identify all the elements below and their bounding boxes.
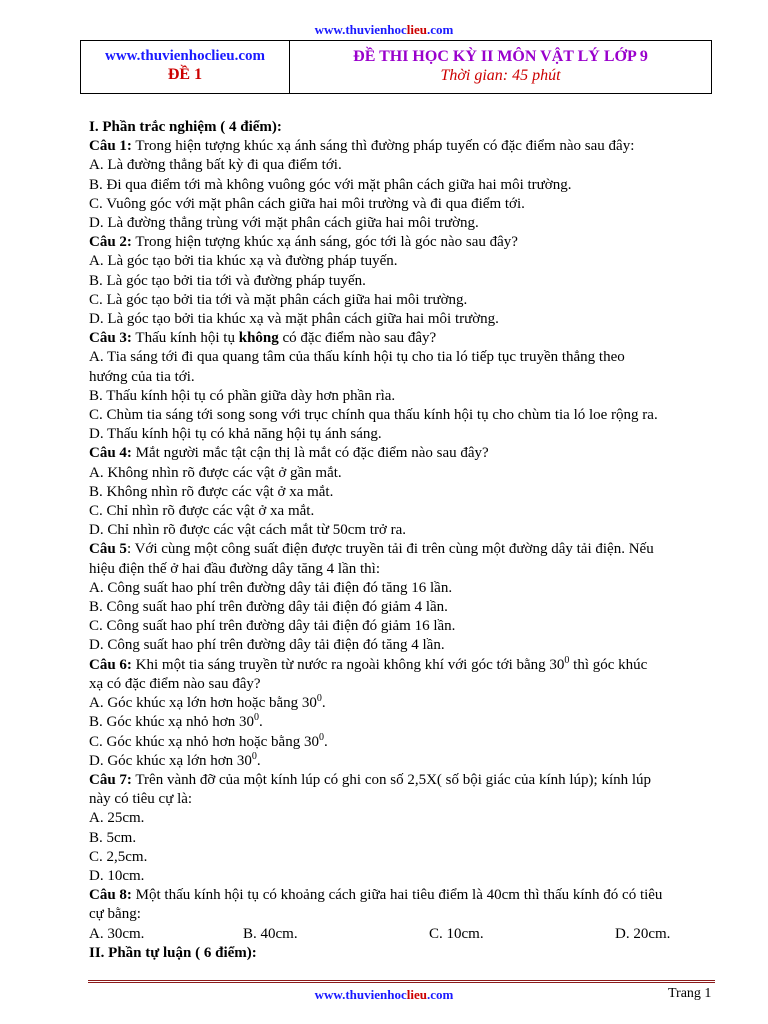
question-label: Câu 2: xyxy=(89,234,132,251)
q5-option-b: B. Công suất hao phí trên đường dây tải điện đó giảm 4 lần. xyxy=(89,599,448,616)
q8-option-c: C. 10cm. xyxy=(429,925,484,942)
q4-option-a: A. Không nhìn rõ được các vật ở gần mắt. xyxy=(89,464,342,481)
option-text: D. Góc khúc xạ lớn hơn 30 xyxy=(89,752,252,769)
question-label: Câu 6: xyxy=(89,656,132,673)
q3-option-a-cont: hướng của tia tới. xyxy=(89,368,195,385)
question-text: Trên vành đỡ của một kính lúp có ghi con số 2,5X( số bội giác của kính lúp); kính lúp xyxy=(131,771,652,788)
question-text: Mắt người mắc tật cận thị là mắt có đặc điểm nào sau đây? xyxy=(131,445,489,462)
question-text: Khi một tia sáng truyền từ nước ra ngoài không khí với góc tới bằng 30 xyxy=(131,656,565,673)
question-8 xyxy=(89,886,729,905)
exam-content xyxy=(89,118,729,963)
page-number: Trang 1 xyxy=(668,986,712,1001)
question-6-cont: xạ có đặc điểm nào sau đây? xyxy=(89,675,261,692)
q7-option-d: D. 10cm. xyxy=(89,867,145,884)
option-text: C. Góc khúc xạ nhỏ hơn hoặc bằng 30 xyxy=(89,733,319,750)
option-end: . xyxy=(323,733,328,750)
q8-option-d: D. 20cm. xyxy=(615,925,671,942)
q3-option-d: D. Thấu kính hội tụ có khả năng hội tụ ánh sáng. xyxy=(89,426,382,443)
q8-options xyxy=(89,925,729,944)
question-1 xyxy=(89,137,729,156)
question-5 xyxy=(89,540,729,559)
q4-option-c: C. Chỉ nhìn rõ được các vật ở xa mắt. xyxy=(89,503,315,520)
q4-option-d: D. Chỉ nhìn rõ được các vật cách mắt từ 50cm trở ra. xyxy=(89,522,407,539)
q1-option-b: B. Đi qua điểm tới mà không vuông góc với mặt phân cách giữa hai môi trường. xyxy=(89,176,572,193)
question-8-cont: cự bằng: xyxy=(89,906,141,923)
q2-option-c: C. Là góc tạo bởi tia tới và mặt phân cách giữa hai môi trường. xyxy=(89,291,468,308)
question-text: Trong hiện tượng khúc xạ ánh sáng thì đường pháp tuyến có đặc điểm nào sau đây: xyxy=(131,138,635,155)
q3-option-b: B. Thấu kính hội tụ có phần giữa dày hơn phần rìa. xyxy=(89,387,396,404)
q7-option-a: A. 25cm. xyxy=(89,810,145,827)
footer-url[interactable] xyxy=(0,987,768,1003)
q2-option-d: D. Là góc tạo bởi tia khúc xạ và mặt phân cách giữa hai môi trường. xyxy=(89,311,499,328)
header-url-part: www.thuvienhoc xyxy=(314,22,407,37)
school-cell xyxy=(81,41,290,94)
section-multiple-choice: I. Phần trắc nghiệm ( 4 điểm): xyxy=(89,119,282,135)
q1-option-c: C. Vuông góc với mặt phân cách giữa hai môi trường và đi qua điểm tới. xyxy=(89,195,525,212)
q4-option-b: B. Không nhìn rõ được các vật ở xa mắt. xyxy=(89,483,334,500)
question-5-cont: hiệu điện thế ở hai đầu đường dây tăng 4 lần thì: xyxy=(89,560,381,577)
option-end: . xyxy=(256,752,261,769)
option-text: B. Góc khúc xạ nhỏ hơn 30 xyxy=(89,714,254,731)
degree-sup: 0 xyxy=(564,654,570,666)
question-3 xyxy=(89,329,729,348)
question-text: có đặc điểm nào sau đây? xyxy=(278,330,437,347)
option-end: . xyxy=(321,695,326,712)
q7-option-b: B. 5cm. xyxy=(89,829,137,846)
question-label: Câu 8: xyxy=(89,887,132,904)
q2-option-a: A. Là góc tạo bởi tia khúc xạ và đường pháp tuyến. xyxy=(89,253,398,270)
question-text: Một thấu kính hội tụ có khoảng cách giữa hai tiêu điểm là 40cm thì thấu kính đó có tiêu xyxy=(131,887,663,904)
q7-option-c: C. 2,5cm. xyxy=(89,848,148,865)
question-text: thì góc khúc xyxy=(569,656,648,673)
footer-url-part: www.thuvienhoc xyxy=(314,987,407,1002)
site-name[interactable]: www.thuvienhoclieu.com xyxy=(104,48,265,64)
exam-title: ĐỀ THI HỌC KỲ II MÔN VẬT LÝ LỚP 9 xyxy=(353,48,648,65)
q8-option-b: B. 40cm. xyxy=(243,925,298,942)
q5-option-c: C. Công suất hao phí trên đường dây tải điện đó giảm 16 lần. xyxy=(89,618,456,635)
question-2 xyxy=(89,233,729,252)
question-label: Câu 3: xyxy=(89,330,132,347)
degree-sup: 0 xyxy=(251,750,257,762)
question-7-cont: này có tiêu cự là: xyxy=(89,791,193,808)
exam-duration: Thời gian: 45 phút xyxy=(440,67,561,84)
exam-code: ĐỀ 1 xyxy=(167,66,203,83)
question-label: Câu 5 xyxy=(89,541,127,558)
question-label: Câu 1: xyxy=(89,138,132,155)
q5-option-d: D. Công suất hao phí trên đường dây tải điện đó tăng 4 lần. xyxy=(89,637,445,654)
q6-option-c xyxy=(89,733,729,752)
title-cell xyxy=(290,41,712,94)
degree-sup: 0 xyxy=(318,731,324,743)
q6-option-d xyxy=(89,752,729,771)
question-emphasis: không xyxy=(238,330,279,347)
question-text: Trong hiện tượng khúc xạ ánh sáng, góc tới là góc nào sau đây? xyxy=(131,234,518,251)
section-essay: II. Phần tự luận ( 6 điểm): xyxy=(89,944,257,961)
footer-url-part: lieu xyxy=(406,987,427,1002)
question-label: Câu 7: xyxy=(89,771,132,788)
footer-divider xyxy=(88,980,715,983)
q1-option-d: D. Là đường thẳng trùng với mặt phân cách giữa hai môi trường. xyxy=(89,215,479,232)
header-url[interactable] xyxy=(0,22,768,38)
degree-sup: 0 xyxy=(254,712,259,724)
header-url-part: .com xyxy=(426,22,454,37)
q3-option-a: A. Tia sáng tới đi qua quang tâm của thấu kính hội tụ cho tia ló tiếp tục truyền thẳng theo xyxy=(89,349,625,366)
exam-header-box xyxy=(80,40,712,94)
question-6 xyxy=(89,656,729,675)
q6-option-b xyxy=(89,713,729,732)
question-label: Câu 4: xyxy=(89,445,132,462)
footer-url-part: .com xyxy=(426,987,454,1002)
header-url-part: lieu xyxy=(406,22,427,37)
degree-sup: 0 xyxy=(316,693,322,705)
option-end: . xyxy=(259,714,263,731)
q1-option-a: A. Là đường thẳng bất kỳ đi qua điểm tới. xyxy=(89,157,342,174)
question-text: : Với cùng một công suất điện được truyền tải đi trên cùng một đường dây tải điện. Nếu xyxy=(126,541,654,558)
q2-option-b: B. Là góc tạo bởi tia tới và đường pháp tuyến. xyxy=(89,272,366,289)
question-text: Thấu kính hội tụ xyxy=(131,330,239,347)
q5-option-a: A. Công suất hao phí trên đường dây tải điện đó tăng 16 lần. xyxy=(89,579,453,596)
q6-option-a xyxy=(89,694,729,713)
question-4 xyxy=(89,444,729,463)
question-7 xyxy=(89,771,729,790)
option-text: A. Góc khúc xạ lớn hơn hoặc bằng 30 xyxy=(89,695,317,712)
q3-option-c: C. Chùm tia sáng tới song song với trục chính qua thấu kính hội tụ cho chùm tia ló loe rộng ra. xyxy=(89,407,658,424)
q8-option-a: A. 30cm. xyxy=(89,925,145,942)
